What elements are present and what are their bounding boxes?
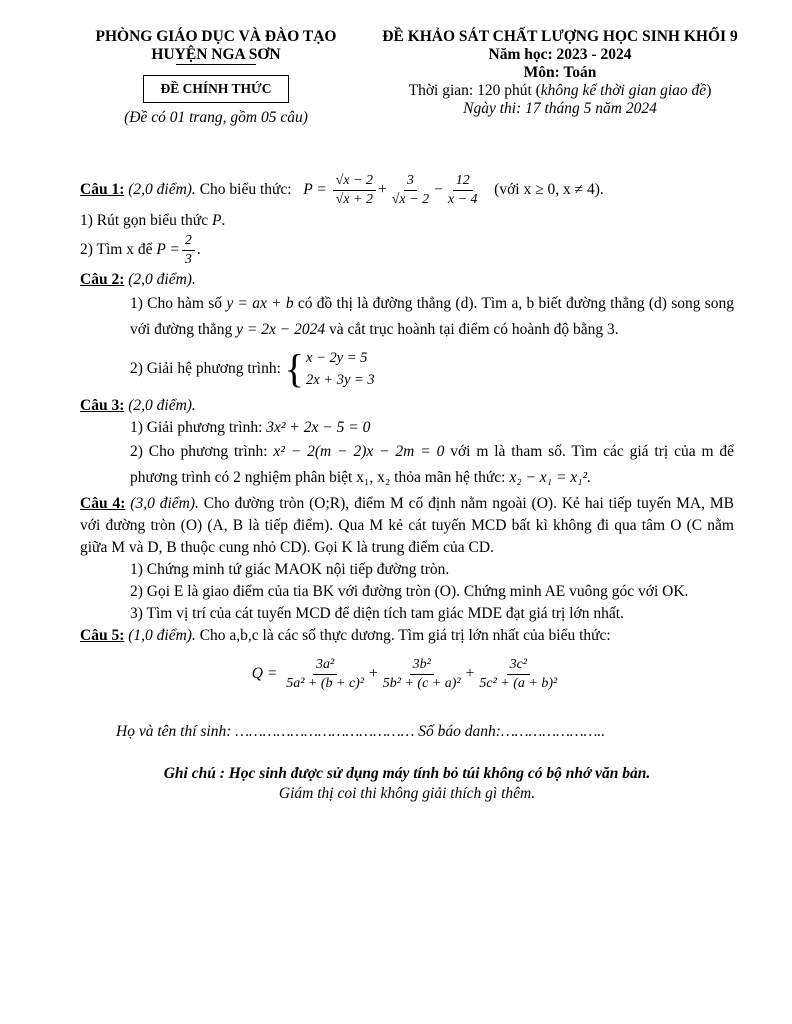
q5-fraction-3: $\frac{\text{3c²}}{\text{5c² + (a + b)²}}$ bbox=[479, 656, 558, 691]
subject: Môn: Toán bbox=[523, 64, 597, 81]
question-1-part-1: 1) Rút gọn biểu thức P. bbox=[80, 212, 226, 229]
question-3: Câu 3: (2,0 điểm). bbox=[80, 397, 196, 414]
q5-expression: Q = $\frac{\text{3a²}}{\text{5a² + (b + c)²}}$ + $\frac{\text{3b²}}{\text{5b² + (c + a)²}}$ + $\frac{\text{3c²}}{\text{5c² + (a + b)²}}$ bbox=[80, 649, 734, 699]
header-left bbox=[80, 28, 352, 127]
q1-fraction-1: $\frac{√x - 2}{√x + 2}$ bbox=[333, 172, 376, 209]
exam-date: Ngày thi: 17 tháng 5 năm 2024 bbox=[463, 100, 657, 117]
exam-content bbox=[80, 170, 734, 803]
header-rule bbox=[176, 64, 256, 65]
q1-fraction-2: $\frac{3}{√x - 2}$ bbox=[391, 172, 430, 207]
official-exam-box: ĐỀ CHÍNH THỨC bbox=[143, 75, 288, 103]
note-bold: Ghi chú : Học sinh được sử dụng máy tính bỏ túi không có bộ nhớ văn bản. bbox=[163, 765, 651, 782]
question-1-part-2: 2) Tìm x để P = $\frac{2}{3}$ . bbox=[80, 233, 201, 267]
question-4-part-2: 2) Gọi E là giao điểm của tia BK với đường tròn (O). Chứng minh AE vuông góc với OK. bbox=[130, 583, 689, 600]
question-3-part-2: 2) Cho phương trình: x² − 2(m − 2)x − 2m = 0 với m là tham số. Tìm các giá trị của m để phương trình có 2 nghiệm phân biệt x₁, x₂ thỏa mãn hệ thức: x₂ − x₁ = x₁². bbox=[130, 443, 734, 486]
district-name: HUYỆN NGA SƠN bbox=[151, 46, 281, 63]
question-2-part-1: 1) Cho hàm số y = ax + b có đồ thị là đường thẳng (d). Tìm a, b biết đường thẳng (d) song song với đường thẳng y = 2x − 2024 và cắt trục hoành tại điểm có hoành độ bằng 3. bbox=[130, 295, 735, 338]
header-right bbox=[360, 28, 760, 118]
question-4-part-3: 3) Tìm vị trí của cát tuyến MCD để diện tích tam giác MDE đạt giá trị lớn nhất. bbox=[130, 605, 624, 622]
question-2-part-2: 2) Giải hệ phương trình: { x − 2y = 5 2x + 3y = 3 bbox=[130, 346, 375, 391]
time-limit: Thời gian: 120 phút (không kể thời gian giao đề) bbox=[408, 82, 712, 99]
q5-fraction-1: $\frac{\text{3a²}}{\text{5a² + (b + c)²}}$ bbox=[286, 656, 365, 691]
equation-system: { x − 2y = 5 2x + 3y = 3 bbox=[284, 346, 375, 391]
q5-fraction-2: $\frac{\text{3b²}}{\text{5b² + (c + a)²}}$ bbox=[382, 656, 461, 691]
p-fraction: $\frac{2}{3}$ bbox=[182, 232, 195, 269]
exam-title: ĐỀ KHẢO SÁT CHẤT LƯỢNG HỌC SINH KHỐI 9 bbox=[382, 28, 738, 45]
question-4-part-1: 1) Chứng minh tứ giác MAOK nội tiếp đường tròn. bbox=[130, 561, 450, 578]
note-italic: Giám thị coi thi không giải thích gì thêm. bbox=[278, 785, 536, 802]
question-4: Câu 4: (3,0 điểm). Cho đường tròn (O;R), điểm M cố định nằm ngoài (O). Kẻ hai tiếp tuyến MA, MB với đường tròn (O) (A, B là tiếp điểm). Qua M kẻ cát tuyến MCD bất kì không đi qua tâm O (C nằm giữa M và D, B thuộc cung nhỏ CD). Gọi K là trung điểm của CD. bbox=[80, 495, 735, 556]
question-1: Câu 1: (2,0 điểm). Cho biểu thức: P = $\frac{√x - 2}{√x + 2}$ + $\frac{3}{√x - 2}$ − $\frac{12}{x - 4}$ (với x ≥ 0, x ≠ 4). bbox=[80, 172, 604, 207]
school-year: Năm học: 2023 - 2024 bbox=[488, 46, 632, 63]
question-3-part-1: 1) Giải phương trình: 3x² + 2x − 5 = 0 bbox=[130, 419, 371, 436]
candidate-info-line: Họ và tên thí sinh: ………………………………… Số báo danh:………………….. bbox=[116, 723, 606, 740]
question-5: Câu 5: (1,0 điểm). Cho a,b,c là các số thực dương. Tìm giá trị lớn nhất của biểu thức: bbox=[80, 627, 611, 644]
question-2: Câu 2: (2,0 điểm). bbox=[80, 271, 196, 288]
dept-name: PHÒNG GIÁO DỤC VÀ ĐÀO TẠO bbox=[95, 28, 337, 45]
page-note: (Đề có 01 trang, gồm 05 câu) bbox=[124, 109, 308, 126]
q1-fraction-3: $\frac{12}{x - 4}$ bbox=[447, 172, 478, 207]
